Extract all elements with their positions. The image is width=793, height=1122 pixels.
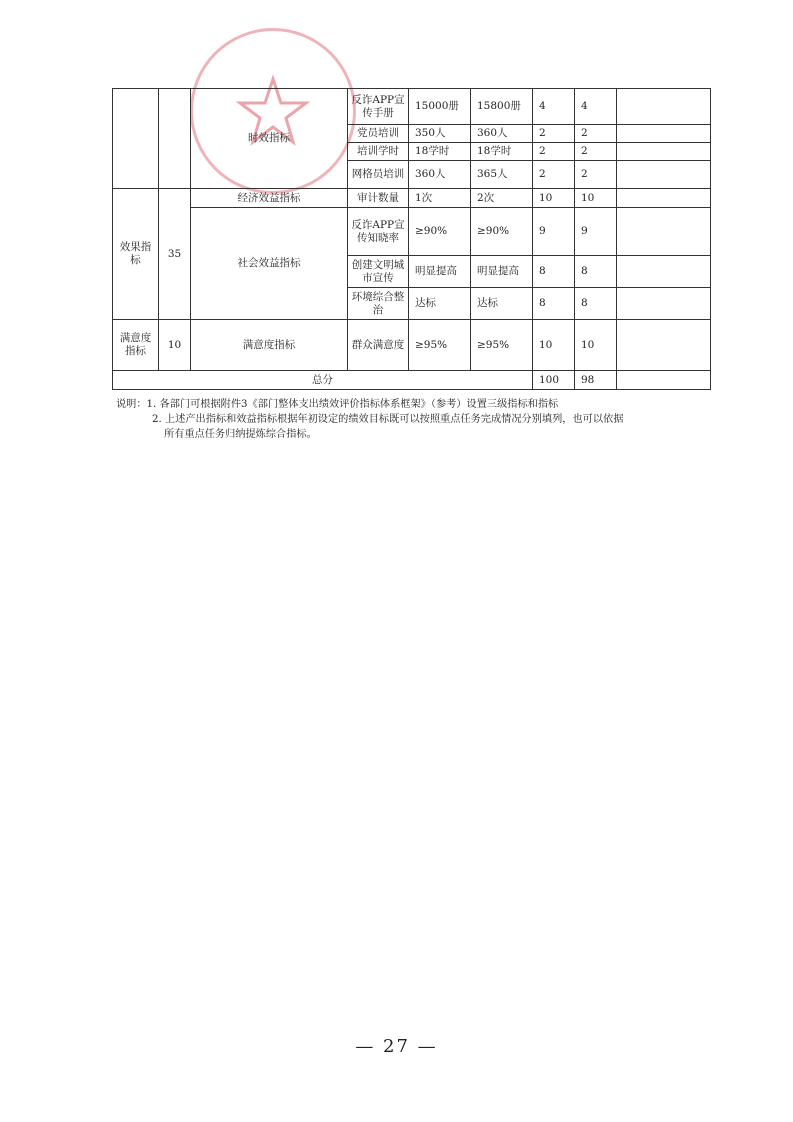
- note-cell: [617, 125, 711, 143]
- timeliness-indicator-cell: [191, 89, 348, 189]
- actual-cell: 达标: [471, 288, 533, 320]
- weight-cell: 10: [533, 320, 575, 371]
- target-cell: 明显提高: [409, 256, 471, 288]
- page-number: — 27 —: [355, 1036, 438, 1057]
- score-cell: 4: [575, 89, 617, 125]
- weight-cell: 2: [533, 161, 575, 189]
- satisfaction-points-cell: 10: [159, 320, 191, 371]
- target-cell: 15000册: [409, 89, 471, 125]
- total-score-cell: 98: [575, 371, 617, 390]
- score-cell: 10: [575, 320, 617, 371]
- sub-indicator-cell: 培训学时: [348, 143, 409, 161]
- weight-cell: 10: [533, 189, 575, 208]
- total-note-cell: [617, 371, 711, 390]
- actual-cell: 2次: [471, 189, 533, 208]
- total-weight-cell: 100: [533, 371, 575, 390]
- satisfaction-secondary-cell: 满意度指标: [191, 320, 348, 371]
- actual-cell: 365人: [471, 161, 533, 189]
- effect-indicator-cell: 效果指标: [113, 189, 159, 320]
- level1-points-cell: [159, 89, 191, 189]
- economic-indicator-cell: 经济效益指标: [191, 189, 348, 208]
- weight-cell: 9: [533, 208, 575, 256]
- actual-cell: 360人: [471, 125, 533, 143]
- sub-indicator-cell: 反诈APP宣传知晓率: [348, 208, 409, 256]
- target-cell: 360人: [409, 161, 471, 189]
- note-line: 2. 上述产出指标和效益指标根据年初设定的绩效目标既可以按照重点任务完成情况分别填列，也可以依据: [152, 414, 624, 425]
- note-cell: [617, 161, 711, 189]
- level1-indicator-cell: [113, 89, 159, 189]
- note-cell: [617, 256, 711, 288]
- sub-indicator-cell: 环境综合整治: [348, 288, 409, 320]
- sub-indicator-cell: 创建文明城市宣传: [348, 256, 409, 288]
- score-cell: 9: [575, 208, 617, 256]
- sub-indicator-cell: 群众满意度: [348, 320, 409, 371]
- weight-cell: 8: [533, 256, 575, 288]
- actual-cell: 18学时: [471, 143, 533, 161]
- table-notes: [116, 397, 716, 442]
- note-cell: [617, 143, 711, 161]
- social-indicator-cell: 社会效益指标: [191, 208, 348, 320]
- target-cell: ≥90%: [409, 208, 471, 256]
- sub-indicator-cell: 反诈APP宣传手册: [348, 89, 409, 125]
- table-row: [113, 320, 711, 371]
- note-line: 所有重点任务归纳提炼综合指标。: [164, 429, 317, 440]
- note-cell: [617, 320, 711, 371]
- total-label-cell: 总分: [113, 371, 533, 390]
- score-cell: 2: [575, 161, 617, 189]
- score-cell: 2: [575, 125, 617, 143]
- group-label: 时效指标: [248, 132, 290, 144]
- target-cell: 1次: [409, 189, 471, 208]
- actual-cell: ≥95%: [471, 320, 533, 371]
- weight-cell: 2: [533, 143, 575, 161]
- score-cell: 2: [575, 143, 617, 161]
- actual-cell: ≥90%: [471, 208, 533, 256]
- note-cell: [617, 288, 711, 320]
- score-cell: 8: [575, 288, 617, 320]
- weight-cell: 2: [533, 125, 575, 143]
- actual-cell: 明显提高: [471, 256, 533, 288]
- table-row: [113, 208, 711, 256]
- target-cell: 350人: [409, 125, 471, 143]
- table-row: [113, 89, 711, 125]
- score-cell: 8: [575, 256, 617, 288]
- actual-cell: 15800册: [471, 89, 533, 125]
- note-cell: [617, 189, 711, 208]
- sub-indicator-cell: 网格员培训: [348, 161, 409, 189]
- note-cell: [617, 208, 711, 256]
- note-line: 说明：1. 各部门可根据附件3《部门整体支出绩效评价指标体系框架》（参考）设置三级指标和指标: [116, 399, 559, 410]
- satisfaction-indicator-cell: 满意度指标: [113, 320, 159, 371]
- sub-indicator-cell: 审计数量: [348, 189, 409, 208]
- target-cell: 达标: [409, 288, 471, 320]
- weight-cell: 8: [533, 288, 575, 320]
- sub-indicator-cell: 党员培训: [348, 125, 409, 143]
- effect-points-cell: 35: [159, 189, 191, 320]
- performance-indicator-table: [112, 88, 711, 390]
- total-row: [113, 371, 711, 390]
- target-cell: 18学时: [409, 143, 471, 161]
- weight-cell: 4: [533, 89, 575, 125]
- table-row: [113, 189, 711, 208]
- note-cell: [617, 89, 711, 125]
- score-cell: 10: [575, 189, 617, 208]
- target-cell: ≥95%: [409, 320, 471, 371]
